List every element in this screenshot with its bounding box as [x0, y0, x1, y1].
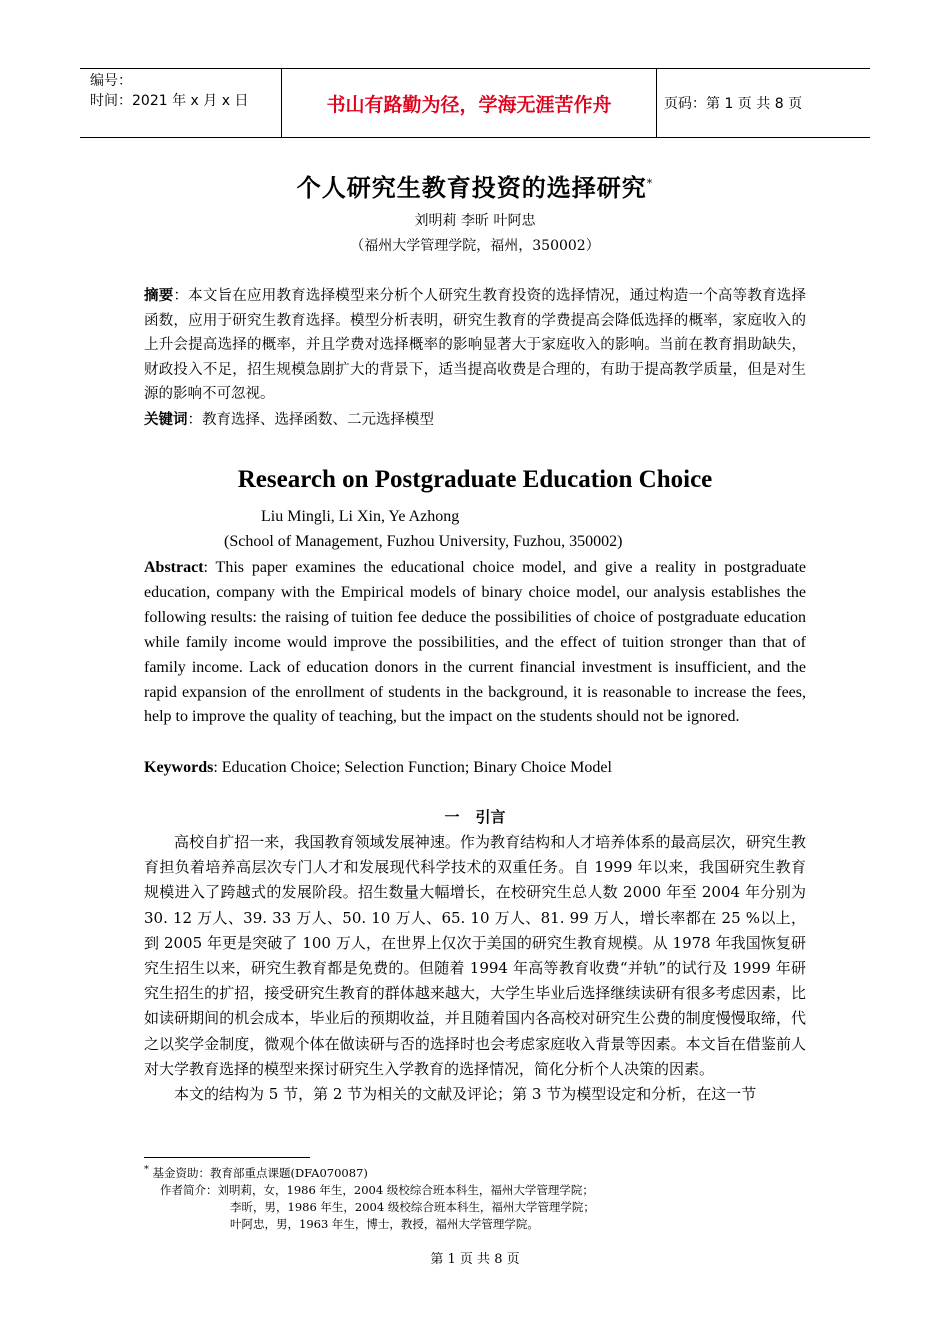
section-number: 一 [444, 808, 460, 826]
header-motto: 书山有路勤为径，学海无涯苦作舟 [326, 93, 612, 116]
section-heading [0, 806, 950, 827]
title-text: 个人研究生教育投资的选择研究 [296, 173, 647, 202]
footnote-marker: * [144, 1164, 149, 1175]
paper-title-cn [0, 168, 950, 203]
footnote-author: 叶阿忠，男，1963 年生，博士，教授，福州大学管理学院。 [230, 1216, 539, 1231]
keywords-en-text: : Education Choice; Selection Function; Binary Choice Model [213, 759, 612, 776]
abstract-en-text: : This paper examines the educational choice model, and give a reality in postgraduate education, company with the Empirical models of binary choice model, our analysis establishes the following results: the raising of tuition fee deduce the possibilities of choice of postgraduate education while family income would improve the possibilities, and the effect of tuition stronger than that of family income. Lack of education donors in the current financial investment is insufficient, and the rapid expansion of the enrollment of students in the background, it is reasonable to increase the fees, help to improve the quality of teaching, but the impact on the students should not be ignored. [144, 559, 806, 726]
footnote-author-intro: 作者简介：刘明莉，女，1986 年生，2004 级校综合班本科生，福州大学管理学院； [160, 1182, 594, 1197]
page-header [80, 68, 870, 138]
title-footnote-marker: * [646, 177, 654, 190]
footnote-author: 李昕，男，1986 年生，2004 级校综合班本科生，福州大学管理学院； [230, 1199, 595, 1214]
page-footer: 第 1 页 共 8 页 [430, 1252, 520, 1267]
footnote [144, 1161, 595, 1233]
header-page-count: 页码：第 1 页 共 8 页 [664, 96, 803, 112]
header-meta [90, 71, 280, 111]
keywords-cn-label: 关键词 [144, 411, 188, 428]
paragraph: 本文的结构为 5 节，第 2 节为相关的文献及评论；第 3 节为模型设定和分析，在这一节 [174, 1085, 757, 1104]
abstract-cn [144, 284, 806, 407]
keywords-en [144, 756, 806, 780]
keywords-en-label: Keywords [144, 759, 214, 776]
section-title: 引言 [475, 808, 506, 826]
abstract-en [144, 556, 806, 730]
footnote-rule [144, 1157, 310, 1158]
keywords-cn [144, 408, 806, 432]
header-number: 编号： [90, 73, 132, 89]
abstract-cn-label: 摘要 [144, 287, 174, 304]
footnote-funding [144, 1161, 595, 1182]
header-divider [656, 69, 657, 137]
footnote-funding-text: 基金资助：教育部重点课题(DFA070087) [148, 1165, 368, 1180]
keywords-cn-text: ：教育选择、选择函数、二元选择模型 [187, 412, 434, 428]
affiliation-en: (School of Management, Fuzhou University, Fuzhou, 350002) [224, 533, 623, 550]
affiliation-cn: （福州大学管理学院，福州，350002） [350, 238, 600, 254]
section-body [144, 830, 806, 1107]
header-time: 时间：2021 年 x 月 x 日 [90, 93, 249, 109]
authors-en: Liu Mingli, Li Xin, Ye Azhong [261, 508, 460, 525]
authors-cn: 刘明莉 李昕 叶阿忠 [414, 213, 536, 229]
paper-title-en: Research on Postgraduate Education Choice [237, 466, 713, 493]
abstract-en-label: Abstract [144, 559, 204, 576]
abstract-cn-text: ：本文旨在应用教育选择模型来分析个人研究生教育投资的选择情况，通过构造一个高等教育选择函数，应用于研究生教育选择。模型分析表明，研究生教育的学费提高会降低选择的概率，家庭收入的上升会提高选择的概率，并且学费对选择概率的影响显著大于家庭收入的影响。当前在教育捐助缺失，财政投入不足，招生规模急剧扩大的背景下，适当提高收费是合理的，有助于提高教学质量，但是对生源的影响不可忽视。 [144, 288, 807, 403]
paragraph: 高校自扩招一来，我国教育领域发展神速。作为教育结构和人才培养体系的最高层次，研究生教育担负着培养高层次专门人才和发展现代科学技术的双重任务。自 1999 年以来，我国研究生教育规模进入了跨越式的发展阶段。招生数量大幅增长，在校研究生总人数 2000 年至 2004 年分别为 30. 12 万人、39. 33 万人、50. 10 万人、65. 10 万人、81. 99 万人，增长率都在 25 %以上，到 2005 年更是突破了 100 万人，在世界上仅次于美国的研究生教育规模。从 1978 年我国恢复研究生招生以来，研究生教育都是免费的。但随着 1994 年高等教育收费“并轨”的试行及 1999 年研究生招生的扩招，接受研究生教育的群体越来越大，大学生毕业后选择继续读研有很多考虑因素，比如读研期间的机会成本，毕业后的预期收益，并且随着国内各高校对研究生公费的制度慢慢取缔，代之以奖学金制度，微观个体在做读研与否的选择时也会考虑家庭收入背景等因素。本文旨在借鉴前人对大学教育选择的模型来探讨研究生入学教育的选择情况，简化分析个人决策的因素。 [144, 833, 806, 1078]
